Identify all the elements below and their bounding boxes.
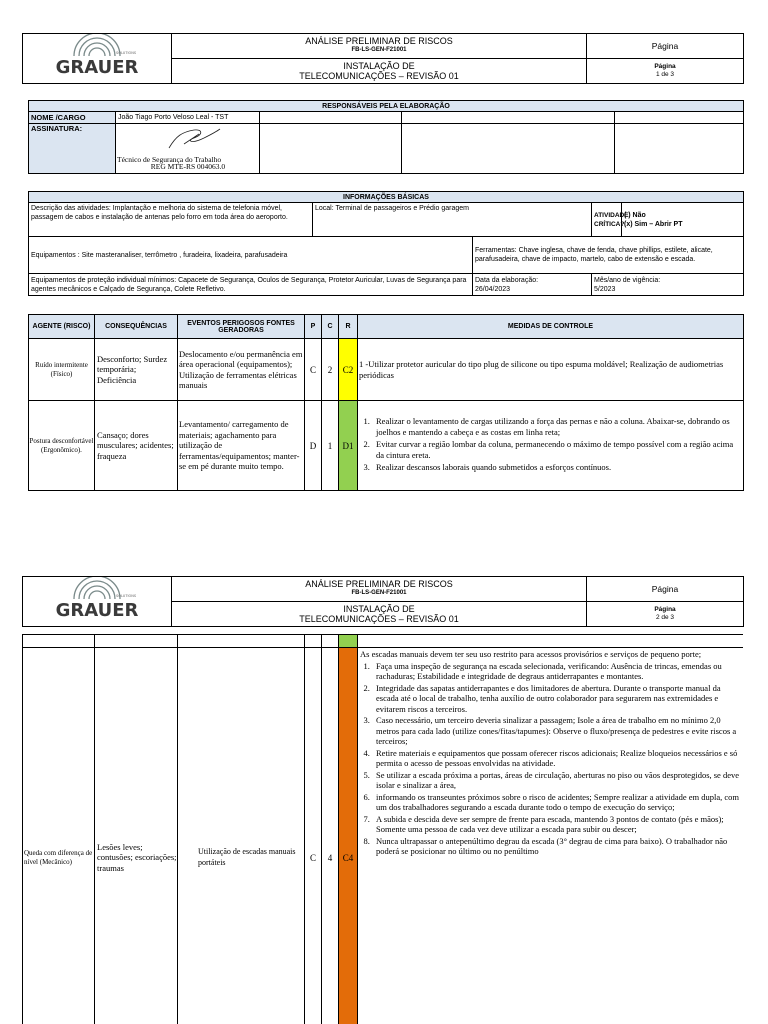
p2-c: 4 (322, 648, 339, 1024)
row1-p: C (305, 339, 322, 401)
page2-table-clip (22, 634, 743, 1024)
list-item: 5. Se utilizar a escada próxima a portas, áreas de circulação, aberturas no piso ou vãos desprotegidos, se deve isolar e sinalizar a área, (372, 770, 741, 791)
p2-p: C (305, 648, 322, 1024)
info-table (28, 191, 744, 296)
vigencia-value: 5/2023 (594, 285, 616, 293)
logo-wordmark: GRAUER (55, 57, 139, 78)
row2-agente: Postura desconfortável (Ergonômico). (29, 401, 95, 491)
list-item: 3. Realizar descansos laborais quando submetidos a esforços contínuos. (372, 462, 742, 473)
atividade-critica-label: ATIVIDADE CRÍTICA? (592, 203, 622, 237)
doc-subtitle-line1: INSTALAÇÃO DE (343, 604, 415, 614)
row1-agente: Ruído intermitente (Físico) (29, 339, 95, 401)
option-sim: (x) Sim – Abrir PT (624, 220, 683, 228)
doc-code: FB-LS-GEN-F21001 (351, 590, 407, 596)
page-label-small: Página (654, 606, 676, 613)
page-label-small: Página (654, 63, 676, 70)
sig-line2: REG MTE-RS 004063.0 (150, 162, 226, 171)
company-logo (23, 34, 172, 84)
data-label: Data da elaboração: (475, 276, 539, 284)
col-medidas: MEDIDAS DE CONTROLE (358, 315, 744, 339)
row2-r: D1 (339, 401, 358, 491)
doc-title: ANÁLISE PRELIMINAR DE RISCOS (305, 36, 453, 46)
doc-subtitle-line2: TELECOMUNICAÇÕES – REVISÃO 01 (299, 614, 459, 624)
list-item: 6. informando os transeuntes próximos sobre o risco de acidentes; Sempre realizar a atividade em dupla, com um dos trabalhadores segurando a escada durante todo o tempo de execução do serviço; (372, 792, 741, 813)
p2-agente: Queda com diferença de nível (Mecânico) (23, 648, 95, 1024)
nome-label: NOME /CARGO (29, 112, 116, 124)
row2-consequencias: Cansaço; dores musculares; acidentes; fraqueza (95, 401, 178, 491)
p2-eventos: Utilização de escadas manuais portáteis (178, 648, 305, 1024)
data-value: 26/04/2023 (475, 285, 511, 293)
table-row (29, 401, 744, 491)
logo-tagline: SOLUTIONS (116, 594, 137, 598)
list-item: 7. A subida e descida deve ser sempre de frente para escada, mantendo 3 pontos de contato (pés e mãos); Somente uma pessoa de cada vez deve utilizar a escada para subir ou descer; (372, 814, 741, 835)
page-number: 1 de 3 (655, 71, 675, 78)
doc-subtitle-line1: INSTALAÇÃO DE (343, 61, 415, 71)
col-c: C (322, 315, 339, 339)
sig-line1: Técnico de Segurança do Trabalho (117, 155, 222, 164)
page-label: Página (587, 577, 744, 602)
page-label: Página (587, 34, 744, 59)
logo-wordmark: GRAUER (55, 600, 139, 621)
row1-r: C2 (339, 339, 358, 401)
p2-r: C4 (339, 648, 358, 1024)
descricao-atividades: Descrição das atividades: Implantação e melhoria do sistema de telefonia móvel, passagem de cabos e instalação de antenas pelo forro em toda área do aeroporto. (29, 203, 313, 237)
col-p: P (305, 315, 322, 339)
vigencia-label: Mês/ano de vigência: (594, 276, 661, 284)
row1-eventos: Deslocamento e/ou permanência em área operacional (equipamentos); Utilização de ferramentas elétricas manuais (178, 339, 305, 401)
responsaveis-title: RESPONSÁVEIS PELA ELABORAÇÃO (29, 101, 744, 112)
equipamentos: Equipamentos : Site masteranaliser, terrômetro , furadeira, lixadeira, parafusadeira (29, 237, 473, 274)
ferramentas: Ferramentas: Chave inglesa, chave de fenda, chave phillips, estilete, alicate, parafusadeira, chave de impacto, martelo, cabo de extensão e escada. (473, 237, 744, 274)
list-item: 8. Nunca ultrapassar o antepenúltimo degrau da escada (3° degrau de cima para baixo). O trabalhador não poderá se posicionar no último ou no penúltimo (372, 836, 741, 857)
list-item: 1. Faça uma inspeção de segurança na escada selecionada, verificando: Ausência de trincas, emendas ou rachaduras; Estabilidade e integridade de degraus antiderrapantes e montantes. (372, 661, 741, 682)
col-consequencias: CONSEQUÊNCIAS (95, 315, 178, 339)
doc-subtitle-line2: TELECOMUNICAÇÕES – REVISÃO 01 (299, 71, 459, 81)
doc-title: ANÁLISE PRELIMINAR DE RISCOS (305, 579, 453, 589)
col-r: R (339, 315, 358, 339)
logo-tagline: SOLUTIONS (116, 51, 137, 55)
local: Local: Terminal de passageiros e Prédio garagem (313, 203, 592, 237)
row2-p: D (305, 401, 322, 491)
p2-intro: As escadas manuais devem ter seu uso restrito para acessos provisórios e serviços de pequeno porte; (360, 649, 702, 659)
row2-c: 1 (322, 401, 339, 491)
table-row (29, 339, 744, 401)
option-nao: ( ) Não (624, 211, 646, 219)
logo-arcs-icon (42, 577, 152, 621)
row1-c: 2 (322, 339, 339, 401)
doc-header-1 (22, 33, 744, 84)
p2-medidas-list (360, 661, 741, 857)
logo-arcs-icon (42, 34, 152, 78)
assinatura-label: ASSINATURA: (29, 124, 116, 174)
row1-consequencias: Desconforto; Surdez temporária; Deficiência (95, 339, 178, 401)
p2-consequencias: Lesões leves; contusões; escoriações; traumas (95, 648, 178, 1024)
col-agente: AGENTE (RISCO) (29, 315, 95, 339)
risk-table (28, 314, 744, 491)
signature-block (116, 124, 260, 174)
risk-table-page2 (22, 634, 743, 1024)
list-item: 3. Caso necessário, um terceiro deveria sinalizar a passagem; Isole a área de trabalho em no mínimo 2,0 metros para cada lado (utilize cones/fitas/tapumes): Observe o fluxo/presença de pedestres e evite riscos a terceiros; (372, 715, 741, 747)
list-item: 2. Integridade das sapatas antiderrapantes e dos limitadores de abertura. Durante o transporte manual da escada até o local de trabalho, tenha auxílio de outro colaborador para segurarem nas extremidades e evitarem riscos a terceiros. (372, 683, 741, 715)
info-title: INFORMAÇÕES BÁSICAS (29, 192, 744, 203)
row1-medida: 1 -Utilizar protetor auricular do tipo plug de silicone ou tipo espuma moldável; Realização de audiometrias periódicas (358, 339, 744, 401)
handwritten-signature (164, 126, 224, 150)
table-row (23, 648, 744, 1024)
epi: Equipamentos de proteção individual mínimos: Capacete de Segurança, Oculos de Segurança, Protetor Auricular, Luvas de Segurança para agentes mecânicos e Calçado de Segurança, Colete Refletivo. (29, 274, 473, 296)
company-logo (23, 577, 172, 627)
list-item: 1. Realizar o levantamento de cargas utilizando a força das pernas e não a coluna. Abaixar-se, dobrando os joelhos e mantendo a cabeça e as costas em linha reta; (372, 416, 742, 437)
page-number: 2 de 3 (655, 614, 675, 621)
responsaveis-table (28, 100, 744, 174)
list-item: 4. Retire materiais e equipamentos que possam oferecer riscos adicionais; Realize bloqueios necessários e só permita o acesso de pessoas envolvidas na atividade. (372, 748, 741, 769)
row2-eventos: Levantamento/ carregamento de materiais; agachamento para utilização de ferramentas/equipamentos; manter-se em pé durante muito tempo. (178, 401, 305, 491)
doc-header-2 (22, 576, 744, 627)
row2-medidas-list (359, 416, 742, 473)
doc-code: FB-LS-GEN-F21001 (351, 47, 407, 53)
list-item: 2. Evitar curvar a região lombar da coluna, permanecendo o máximo de tempo possível com a região acima da cintura ereta. (372, 439, 742, 460)
nome-value: João Tiago Porto Veloso Leal - TST (116, 112, 260, 124)
col-eventos: EVENTOS PERIGOSOS FONTES GERADORAS (178, 315, 305, 339)
